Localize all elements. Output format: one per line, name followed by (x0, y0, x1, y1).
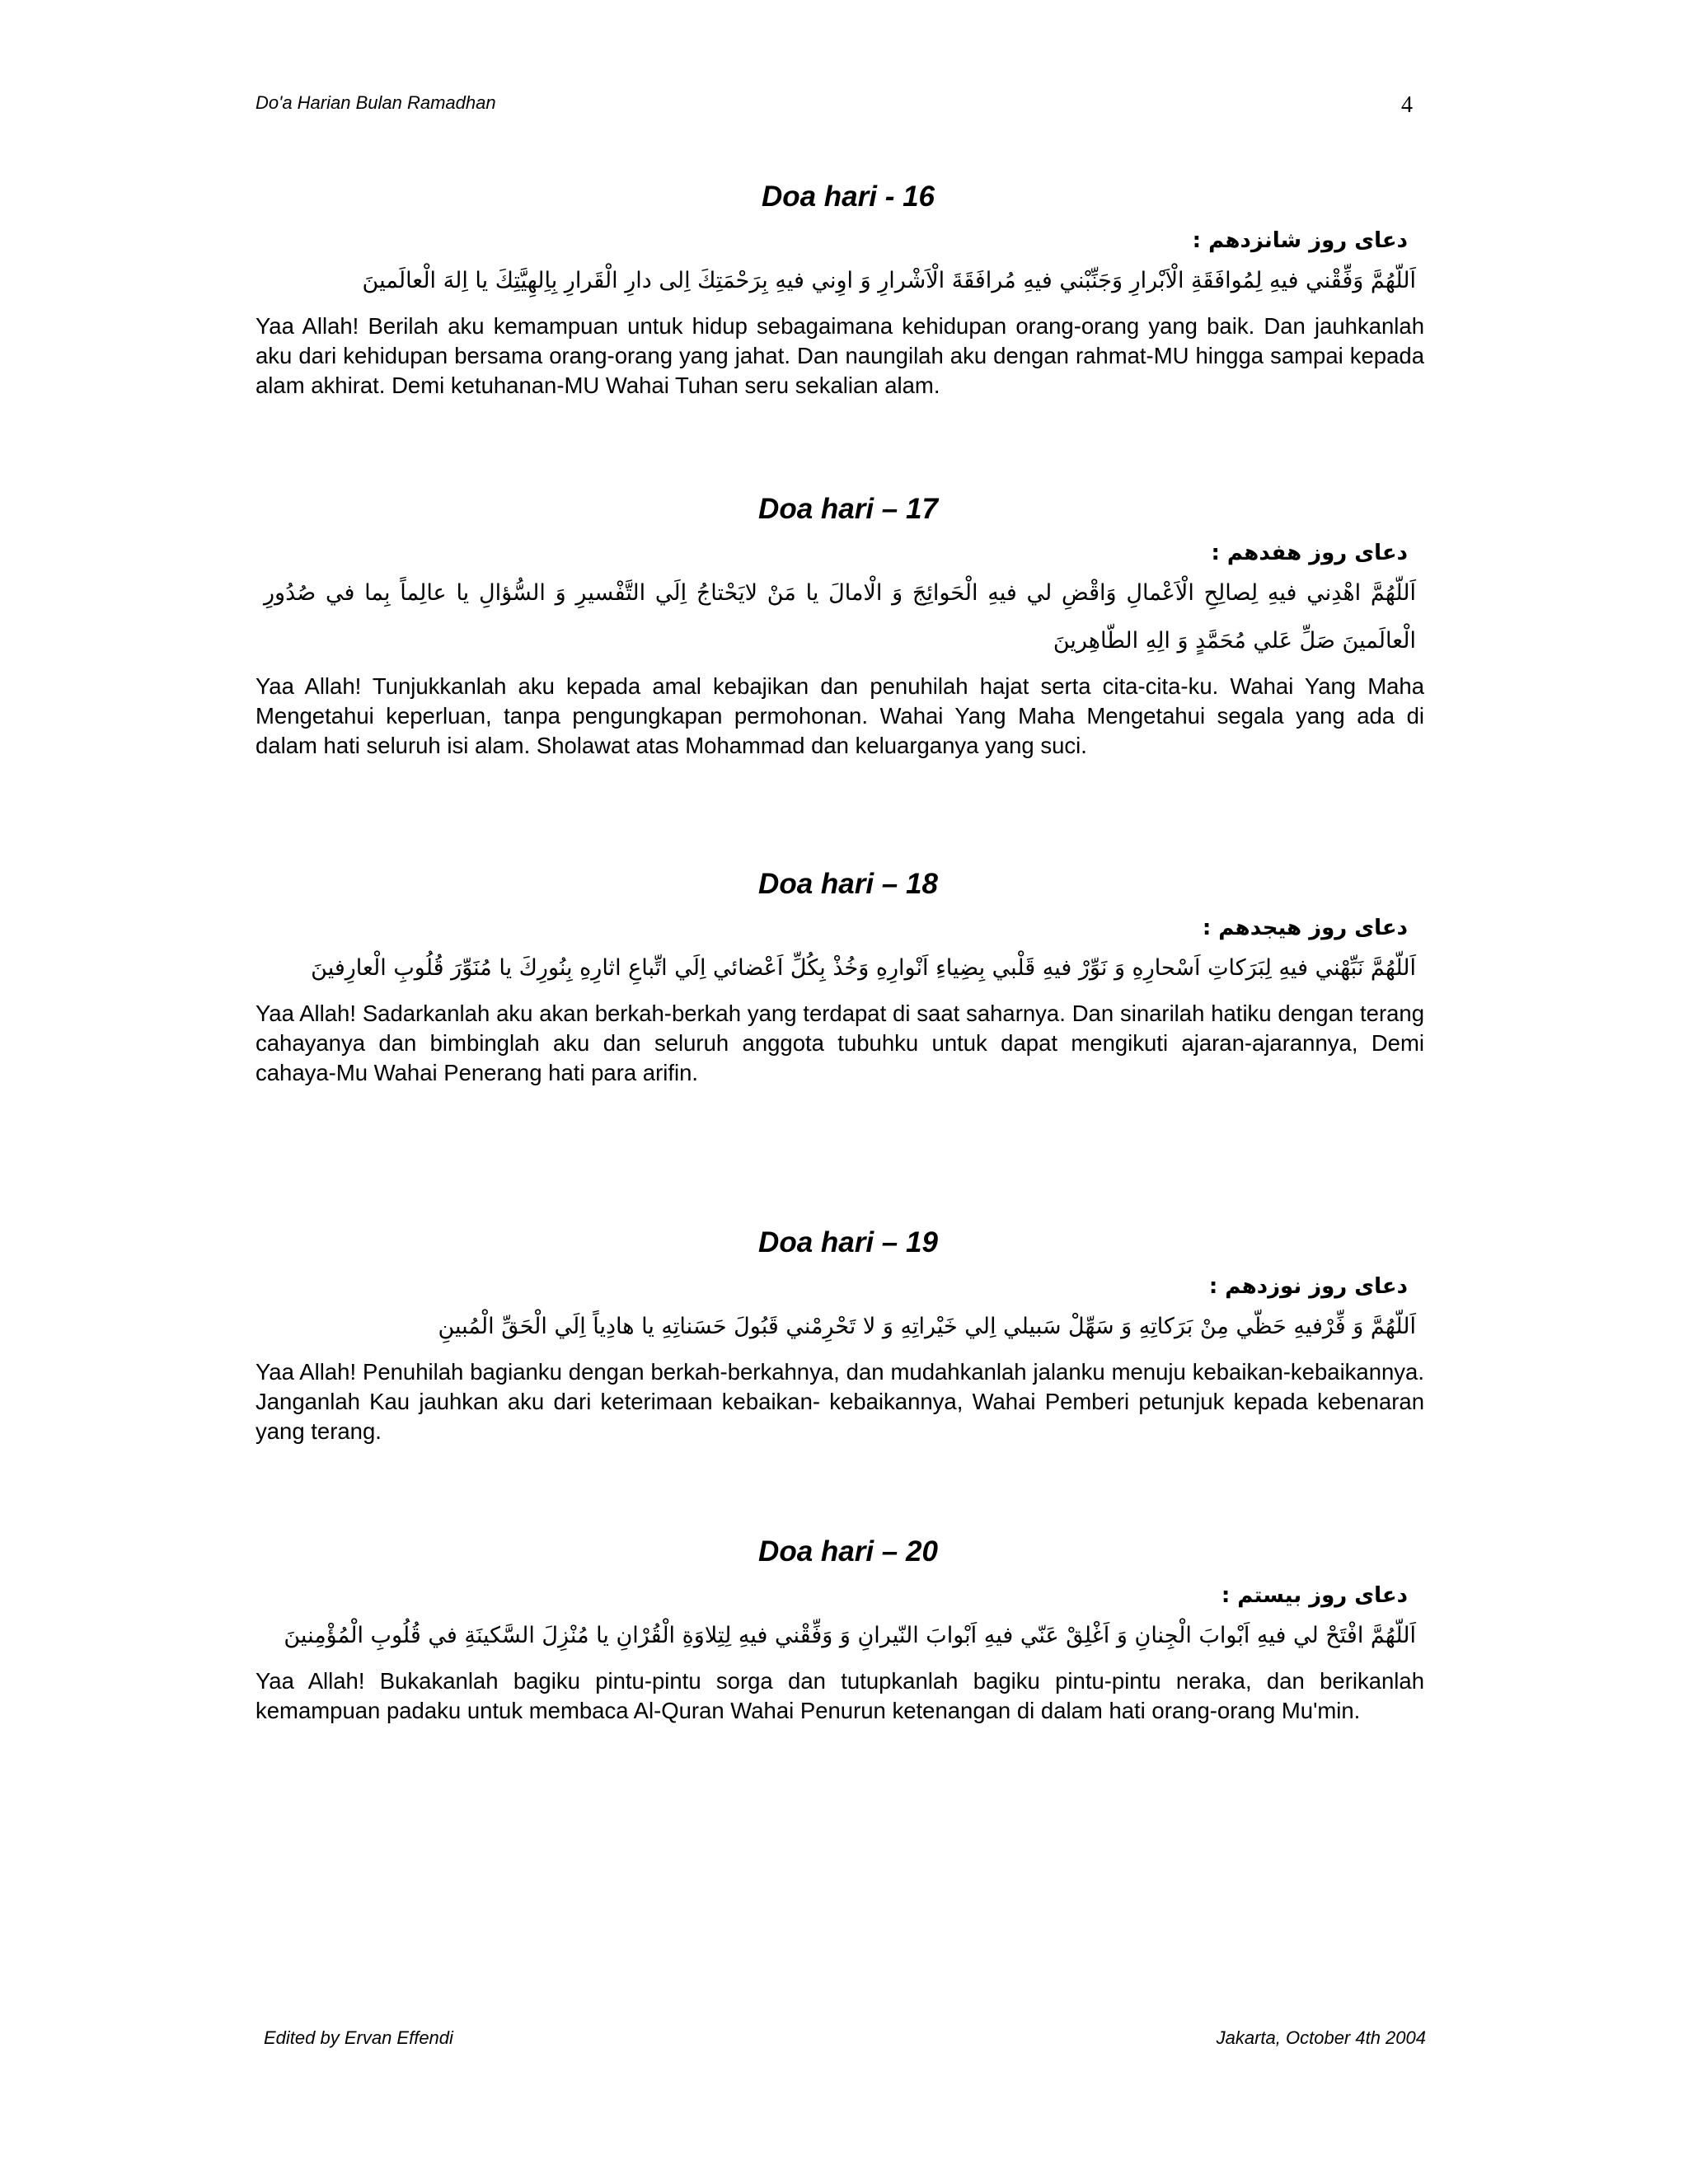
section-title: Doa hari – 19 (758, 1226, 938, 1258)
doa-section-16 (256, 180, 1424, 401)
footer-editor: Edited by Ervan Effendi (264, 2027, 453, 2048)
doa-section-20 (256, 1535, 1424, 1726)
arabic-subtitle: دعای روز بیستم : (1221, 1583, 1408, 1608)
page-number: 4 (1401, 92, 1413, 118)
translation-text: Yaa Allah! Tunjukkanlah aku kepada amal kebajikan dan penuhilah hajat serta cita-cita-ku. Wahai Yang Maha Mengetahui keperluan, tanpa pengungkapan permohonan. Wahai Yang Maha Mengetahui segala yang ada di dalam hati seluruh isi alam. Sholawat atas Mohammad dan keluarganya yang suci. (256, 673, 1424, 758)
translation-text: Yaa Allah! Berilah aku kemampuan untuk hidup sebagaimana kehidupan orang-orang yang baik. Dan jauhkanlah aku dari kehidupan bersama orang-orang yang jahat. Dan naungilah aku dengan rahmat-MU hingga sampai kepada alam akhirat. Demi ketuhanan-MU Wahai Tuhan seru sekalian alam. (256, 313, 1424, 398)
doa-section-17 (256, 492, 1424, 761)
page-header-title: Do'a Harian Bulan Ramadhan (256, 92, 496, 113)
arabic-prayer-text: اَللّهُمَّ افْتَحْ لي فيهِ اَبْوابَ الْجِنانِ وَ اَغْلِقْ عَنّي فيهِ اَبْوابَ النّيرانِ وَ وَفِّقْني فيهِ لِتِلاوَةِ الْقُرْانِ يا مُنْزِلَ السَّكينَةِ في قُلُوبِ الْمُؤْمِنينَ (284, 1623, 1416, 1648)
arabic-subtitle: دعای روز نوزدهم : (1208, 1274, 1408, 1299)
section-title: Doa hari – 20 (758, 1535, 938, 1568)
footer-date: Jakarta, October 4th 2004 (1216, 2027, 1426, 2048)
arabic-subtitle: دعای روز هیجدهم : (1202, 916, 1408, 940)
arabic-block (256, 1579, 1424, 1660)
section-title: Doa hari – 18 (758, 868, 938, 900)
arabic-prayer-text: اَللّهُمَّ اهْدِني فيهِ لِصالِحِ الْاَعْمالِ وَاقْضِ لي فيهِ الْحَوائِجَ وَ الْامالَ يا مَنْ لايَحْتاجُ اِلَي التَّفْسيرِ وَ السُّؤالِ يا عالِماً بِما في صُدُورِ الْعالَمينَ صَلِّ عَلي مُحَمَّدٍ وَ الِهِ الطّاهِرينَ (264, 580, 1416, 654)
arabic-prayer-text: اَللّهُمَّ نَبِّهْني فيهِ لِبَرَكاتِ اَسْحارِهِ وَ نَوِّرْ فيهِ قَلْبي بِضِياءِ اَنْوارِهِ وَخُذْ بِكُلِّ اَعْضائي اِلَي اتِّباعِ اثارِهِ بِنُورِكَ يا مُنَوِّرَ قُلُوبِ الْعارِفينَ (311, 955, 1416, 981)
section-title: Doa hari – 17 (758, 493, 938, 525)
section-title: Doa hari - 16 (761, 180, 935, 213)
arabic-block (256, 537, 1424, 665)
arabic-subtitle: دعای روز هفدهم : (1211, 541, 1408, 565)
translation-text: Yaa Allah! Bukakanlah bagiku pintu-pintu sorga dan tutupkanlah bagiku pintu-pintu neraka, dan berikanlah kemampuan padaku untuk membaca Al-Quran Wahai Penurun ketenangan di dalam hati orang-orang Mu'min. (256, 1668, 1424, 1723)
arabic-prayer-text: اَللّهُمَّ وَفِّقْني فيهِ لِمُوافَقَةِ الْاَبْرارِ وَجَنِّبْني فيهِ مُرافَقَةَ الْاَشْرارِ وَ اوِني فيهِ بِرَحْمَتِكَ اِلى دارِ الْقَرارِ بِاِلهِيَّتِكَ يا اِلهَ الْعالَمينَ (362, 268, 1416, 293)
arabic-prayer-text: اَللّهُمَّ وَ فِّرْفيهِ حَظّي مِنْ بَرَكاتِهِ وَ سَهِّلْ سَبيلي اِلي خَيْراتِهِ وَ لا تَحْرِمْني قَبُولَ حَسَناتِهِ يا هادِياً اِلَي الْحَقِّ الْمُبينِ (438, 1314, 1416, 1339)
translation-text: Yaa Allah! Sadarkanlah aku akan berkah-berkah yang terdapat di saat saharnya. Dan sinarilah hatiku dengan terang cahayanya dan bimbinglah aku dan seluruh anggota tubuhku untuk dapat mengikuti ajaran-ajarannya, Demi cahaya-Mu Wahai Penerang hati para arifin. (256, 1001, 1424, 1085)
arabic-block (256, 224, 1424, 305)
doa-section-19 (256, 1226, 1424, 1446)
doa-section-18 (256, 867, 1424, 1088)
arabic-subtitle: دعای روز شانزدهم : (1192, 228, 1408, 253)
arabic-block (256, 912, 1424, 992)
arabic-block (256, 1270, 1424, 1351)
translation-text: Yaa Allah! Penuhilah bagianku dengan berkah-berkahnya, dan mudahkanlah jalanku menuju kebaikan-kebaikannya. Janganlah Kau jauhkan aku dari keterimaan kebaikan- kebaikannya, Wahai Pemberi petunjuk kepada kebenaran yang terang. (256, 1359, 1424, 1444)
